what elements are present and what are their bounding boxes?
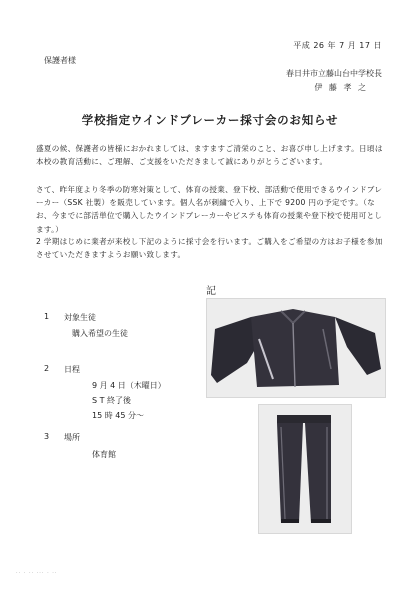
section-3-title: 場所 [64, 433, 80, 442]
jacket-illustration [207, 299, 385, 397]
section-2-number: 2 [44, 364, 50, 373]
section-3-number: 3 [44, 432, 50, 441]
section-2-line-1: 9 月 4 日（木曜日） [92, 381, 166, 390]
section-1-number: 1 [44, 312, 50, 321]
section-2-line-3: 15 時 45 分～ [92, 411, 144, 420]
jacket-photo [206, 298, 386, 398]
ki-heading: 記 [206, 286, 216, 297]
measurement-paragraph: 2 学期はじめに業者が来校し下記のように採寸会を行います。ご購入をご希望の方はお子様を参加させていただきますようお願い致します。 [36, 237, 383, 260]
pants-photo [258, 404, 352, 534]
sender-name: 伊 藤 孝 之 [314, 83, 368, 92]
issue-date: 平成 26 年 7 月 17 日 [293, 41, 382, 50]
pants-illustration [259, 405, 351, 533]
product-paragraph: さて、昨年度より冬季の防寒対策として、体育の授業、登下校、部活動で使用できるウインドブレーカー（SSK 社製）を販売しています。個人名が刺繍で入り、上下で 9200 円の予定です。（なお、今までに部活単位で購入したウインドブレーカーやビステも体育の授業や登下校で使用可とします。） [36, 185, 383, 234]
sender-school: 春日井市立藤山台中学校長 [286, 69, 382, 78]
document-title: 学校指定ウインドブレーカー採寸会のお知らせ [81, 113, 339, 127]
section-2-title: 日程 [64, 365, 80, 374]
section-1-line-1: 購入希望の生徒 [72, 329, 128, 338]
greeting-paragraph: 盛夏の候、保護者の皆様におかれましては、ますますご清栄のこと、お喜び申し上げます。日頃は本校の教育活動に、ご理解、ご支援をいただきまして誠にありがとうございます。 [36, 144, 383, 167]
scan-mark: ·· · ·· ··· · ·· [16, 570, 58, 576]
recipient: 保護者様 [44, 56, 76, 65]
section-3-line-1: 体育館 [92, 450, 116, 459]
section-1-title: 対象生徒 [64, 313, 96, 322]
section-2-line-2: S T 終了後 [92, 396, 132, 405]
